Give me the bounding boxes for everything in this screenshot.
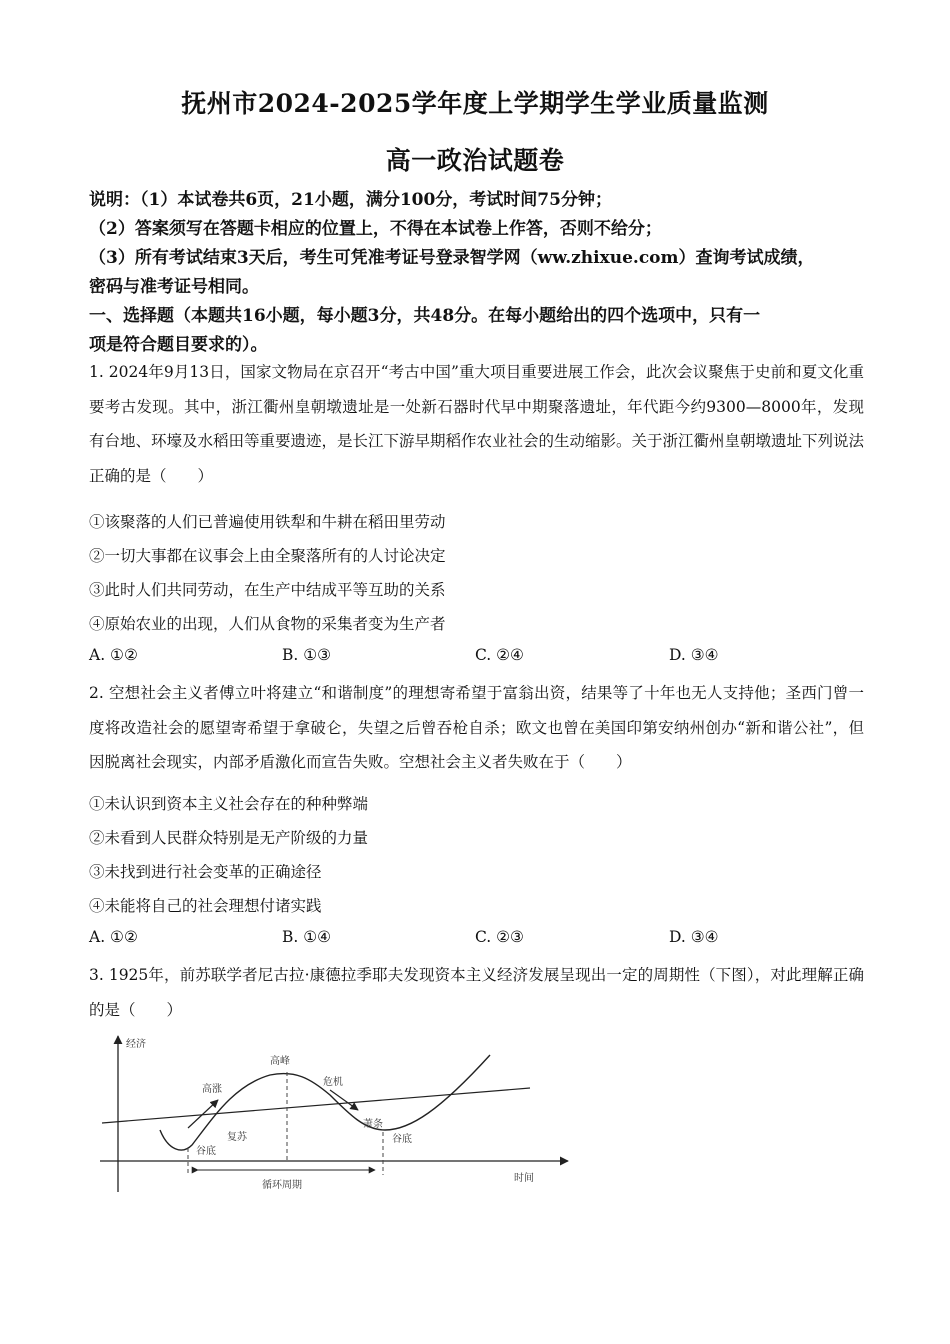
- question-3-stem: 3. 1925年，前苏联学者尼古拉·康德拉季耶夫发现资本主义经济发展呈现出一定的周期性（下图），对此理解正确的是（ ）: [89, 966, 864, 1019]
- exam-subtitle: 高一政治试题卷: [385, 146, 565, 175]
- q2-option-d[interactable]: D. ③④: [669, 928, 719, 946]
- q2-options: [89, 928, 869, 958]
- q1-option-d[interactable]: D. ③④: [669, 646, 719, 664]
- crisis-label: 危机: [323, 1077, 343, 1088]
- exam-title: 抚州市2024-2025学年度上学期学生学业质量监测: [181, 89, 769, 118]
- q2-option-b[interactable]: B. ①④: [282, 928, 332, 946]
- q1-option-b[interactable]: B. ①③: [282, 646, 332, 664]
- q2-option-c[interactable]: C. ②③: [475, 928, 524, 946]
- q2-option-a[interactable]: A. ①②: [89, 928, 138, 946]
- question-1-stem: 1. 2024年9月13日，国家文物局在京召开“考古中国”重大项目重要进展工作会，此次会议聚焦于史前和夏文化重要考古发现。其中，浙江衢州皇朝墩遗址是一处新石器时代早中期聚落遗址，年代距今约9300—8000年，发现有台地、环壕及水稻田等重要遗迹，是长江下游早期稻作农业社会的生动缩影。关于浙江衢州皇朝墩遗址下列说法正确的是（ ）: [89, 363, 865, 485]
- q2-statement-1: ①未认识到资本主义社会存在的种种弊端: [89, 795, 369, 813]
- y-axis-label: 经济: [126, 1039, 146, 1050]
- section-heading-1: 一、选择题（本题共16小题，每小题3分，共48分。在每小题给出的四个选项中，只有一: [89, 306, 761, 326]
- question-2-stem: 2. 空想社会主义者傅立叶将建立“和谐制度”的理想寄希望于富翁出资，结果等了十年也无人支持他；圣西门曾一度将改造社会的愿望寄希望于拿破仑，失望之后曾吞枪自杀；欧文也曾在美国印第安纳州创办“新和谐公社”，但因脱离社会现实，内部矛盾激化而宣告失败。空想社会主义者失败在于（ ）: [89, 684, 864, 772]
- q1-options: [89, 646, 869, 676]
- q1-statement-2: ②一切大事都在议事会上由全聚落所有的人讨论决定: [89, 547, 446, 565]
- economic-cycle-figure: [90, 1030, 580, 1195]
- q1-option-c[interactable]: C. ②④: [475, 646, 524, 664]
- q1-statement-1: ①该聚落的人们已普遍使用铁犁和牛耕在稻田里劳动: [89, 513, 446, 531]
- trend-line: [102, 1088, 530, 1123]
- instruction-2: （2）答案须写在答题卡相应的位置上，不得在本试卷上作答，否则不给分；: [89, 219, 662, 239]
- q2-statement-4: ④未能将自己的社会理想付诸实践: [89, 897, 322, 915]
- trough2-label: 谷底: [392, 1134, 412, 1145]
- recovery-label: 复苏: [227, 1132, 247, 1143]
- instruction-3: （3）所有考试结束3天后，考生可凭准考证号登录智学网（ww.zhixue.com）查询考试成绩，: [89, 248, 815, 268]
- cycle-curve: [160, 1055, 490, 1150]
- instruction-1: 说明：（1）本试卷共6页，21小题，满分100分，考试时间75分钟；: [89, 190, 612, 210]
- section-heading-2: 项是符合题目要求的）。: [89, 335, 268, 355]
- q2-statement-2: ②未看到人民群众特别是无产阶级的力量: [89, 829, 369, 847]
- boom-label: 高涨: [202, 1084, 222, 1095]
- q1-statement-3: ③此时人们共同劳动，在生产中结成平等互助的关系: [89, 581, 446, 599]
- depression-label: 萧条: [363, 1119, 383, 1130]
- x-axis-label: 时间: [514, 1173, 534, 1184]
- trough1-label: 谷底: [196, 1146, 216, 1157]
- q2-statement-3: ③未找到进行社会变革的正确途径: [89, 863, 322, 881]
- q1-statement-4: ④原始农业的出现，人们从食物的采集者变为生产者: [89, 615, 446, 633]
- q1-option-a[interactable]: A. ①②: [89, 646, 138, 664]
- peak-label: 高峰: [270, 1056, 290, 1067]
- cycle-label: 循环周期: [262, 1180, 302, 1191]
- instruction-4: 密码与准考证号相同。: [89, 277, 259, 297]
